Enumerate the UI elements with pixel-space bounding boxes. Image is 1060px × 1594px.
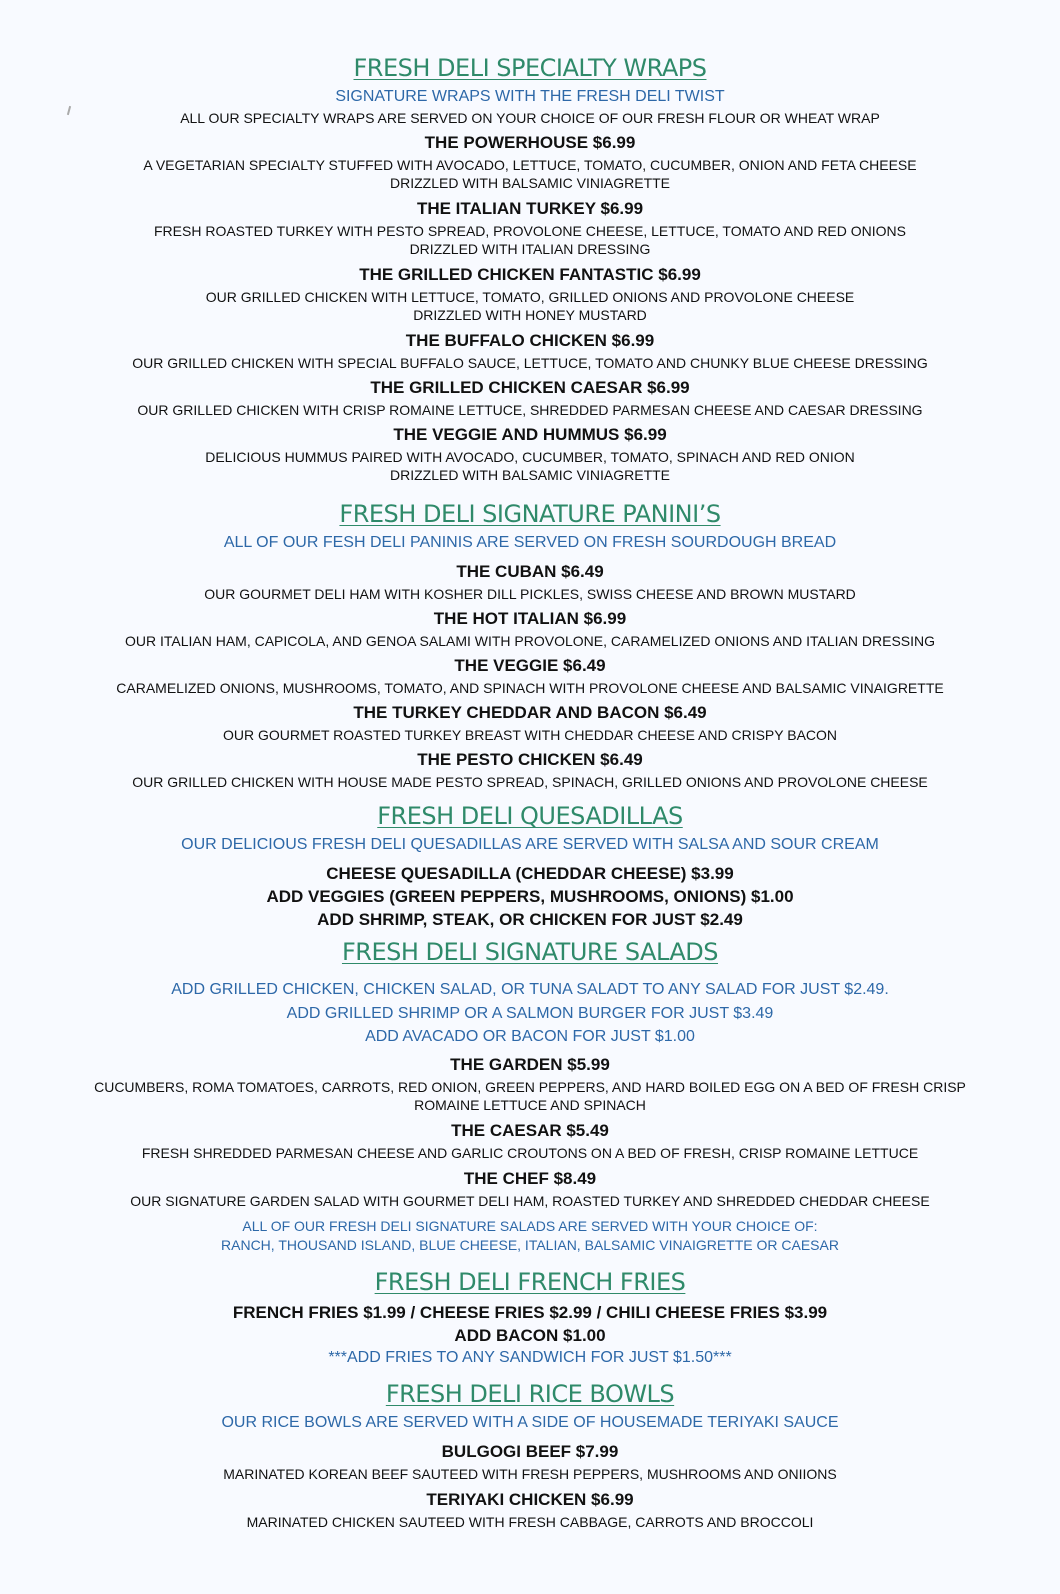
menu-item-name: THE POWERHOUSE $6.99	[424, 133, 636, 152]
menu-item-name: THE GARDEN $5.99	[450, 1055, 610, 1074]
salad-dressing-options: RANCH, THOUSAND ISLAND, BLUE CHEESE, ITALIAN, BALSAMIC VINAIGRETTE OR CAESAR	[221, 1237, 839, 1253]
menu-item-name: THE BUFFALO CHICKEN $6.99	[405, 331, 655, 350]
salad-dressing-note: ALL OF OUR FRESH DELI SIGNATURE SALADS ARE SERVED WITH YOUR CHOICE OF:	[242, 1218, 818, 1234]
menu-item-name: THE CUBAN $6.49	[456, 562, 604, 581]
section-title-salads: FRESH DELI SIGNATURE SALADS	[341, 938, 719, 966]
salad-addon-line: ADD AVACADO OR BACON FOR JUST $1.00	[365, 1028, 695, 1045]
menu-item-desc: ROMAINE LETTUCE AND SPINACH	[414, 1097, 646, 1113]
fries-add-bacon: ADD BACON $1.00	[454, 1326, 606, 1345]
menu-item-name: THE GRILLED CHICKEN CAESAR $6.99	[370, 378, 690, 397]
menu-item-name: THE ITALIAN TURKEY $6.99	[416, 199, 644, 218]
section-subtitle-quesadillas: OUR DELICIOUS FRESH DELI QUESADILLAS ARE SERVED WITH SALSA AND SOUR CREAM	[181, 836, 879, 853]
quesadilla-line: CHEESE QUESADILLA (CHEDDAR CHEESE) $3.99	[326, 864, 734, 883]
menu-item-desc: OUR GOURMET DELI HAM WITH KOSHER DILL PICKLES, SWISS CHEESE AND BROWN MUSTARD	[204, 586, 856, 602]
section-note-wraps: ALL OUR SPECIALTY WRAPS ARE SERVED ON YOUR CHOICE OF OUR FRESH FLOUR OR WHEAT WRAP	[180, 110, 880, 126]
section-subtitle-wraps: SIGNATURE WRAPS WITH THE FRESH DELI TWIST	[335, 88, 725, 105]
menu-item-desc: OUR GOURMET ROASTED TURKEY BREAST WITH CHEDDAR CHEESE AND CRISPY BACON	[222, 727, 838, 743]
menu-item-name: THE CAESAR $5.49	[451, 1121, 609, 1140]
menu-item-name: THE HOT ITALIAN $6.99	[433, 609, 627, 628]
section-title-rice-bowls: FRESH DELI RICE BOWLS	[385, 1380, 675, 1408]
menu-item-name: BULGOGI BEEF $7.99	[441, 1442, 619, 1461]
salad-addon-line: ADD GRILLED SHRIMP OR A SALMON BURGER FOR JUST $3.49	[286, 1005, 774, 1022]
menu-item-name: THE CHEF $8.49	[463, 1169, 597, 1188]
menu-item-desc: OUR GRILLED CHICKEN WITH CRISP ROMAINE LETTUCE, SHREDDED PARMESAN CHEESE AND CAESAR DRESSING	[137, 402, 923, 418]
menu-item-desc: CUCUMBERS, ROMA TOMATOES, CARROTS, RED ONION, GREEN PEPPERS, AND HARD BOILED EGG ON A BED OF FRESH CRISP	[94, 1079, 966, 1095]
menu-item-desc: DRIZZLED WITH HONEY MUSTARD	[413, 307, 647, 323]
section-title-quesadillas: FRESH DELI QUESADILLAS	[377, 802, 683, 830]
menu-item-desc: DRIZZLED WITH ITALIAN DRESSING	[409, 241, 651, 257]
menu-item-desc: OUR GRILLED CHICKEN WITH HOUSE MADE PESTO SPREAD, SPINACH, GRILLED ONIONS AND PROVOLONE CHEESE	[132, 774, 928, 790]
section-title-wraps: FRESH DELI SPECIALTY WRAPS	[353, 54, 707, 82]
menu-item-name: THE PESTO CHICKEN $6.49	[417, 750, 643, 769]
menu-item-desc: FRESH ROASTED TURKEY WITH PESTO SPREAD, PROVOLONE CHEESE, LETTUCE, TOMATO AND RED ONIONS	[154, 223, 906, 239]
menu-item-desc: DRIZZLED WITH BALSAMIC VINIAGRETTE	[389, 175, 671, 191]
menu-item-desc: FRESH SHREDDED PARMESAN CHEESE AND GARLIC CROUTONS ON A BED OF FRESH, CRISP ROMAINE LETTUCE	[141, 1145, 919, 1161]
menu-item-desc: MARINATED KOREAN BEEF SAUTEED WITH FRESH PEPPERS, MUSHROOMS AND ONIIONS	[223, 1466, 837, 1482]
quesadilla-line: ADD VEGGIES (GREEN PEPPERS, MUSHROOMS, ONIONS) $1.00	[266, 887, 794, 906]
menu-item-desc: OUR SIGNATURE GARDEN SALAD WITH GOURMET DELI HAM, ROASTED TURKEY AND SHREDDED CHEDDAR CHEESE	[130, 1193, 930, 1209]
fries-prices: FRENCH FRIES $1.99 / CHEESE FRIES $2.99 / CHILI CHEESE FRIES $3.99	[232, 1303, 828, 1322]
menu-item-desc: OUR ITALIAN HAM, CAPICOLA, AND GENOA SALAMI WITH PROVOLONE, CARAMELIZED ONIONS AND ITALIAN DRESSING	[124, 633, 936, 649]
section-title-fries: FRESH DELI FRENCH FRIES	[374, 1268, 686, 1296]
menu-item-desc: DRIZZLED WITH BALSAMIC VINIAGRETTE	[389, 467, 671, 483]
section-subtitle-paninis: ALL OF OUR FESH DELI PANINIS ARE SERVED ON FRESH SOURDOUGH BREAD	[223, 534, 837, 551]
menu-item-name: THE TURKEY CHEDDAR AND BACON $6.49	[353, 703, 707, 722]
salad-addon-line: ADD GRILLED CHICKEN, CHICKEN SALAD, OR TUNA SALADT TO ANY SALAD FOR JUST $2.49.	[171, 981, 889, 998]
menu-item-desc: MARINATED CHICKEN SAUTEED WITH FRESH CABBAGE, CARROTS AND BROCCOLI	[246, 1514, 814, 1530]
menu-item-name: THE GRILLED CHICKEN FANTASTIC $6.99	[359, 265, 701, 284]
menu-item-name: THE VEGGIE $6.49	[454, 656, 606, 675]
menu-item-desc: OUR GRILLED CHICKEN WITH LETTUCE, TOMATO, GRILLED ONIONS AND PROVOLONE CHEESE	[205, 289, 855, 305]
menu-item-desc: CARAMELIZED ONIONS, MUSHROOMS, TOMATO, AND SPINACH WITH PROVOLONE CHEESE AND BALSAMIC VINAIGRETTE	[116, 680, 944, 696]
menu-item-name: THE VEGGIE AND HUMMUS $6.99	[393, 425, 667, 444]
menu-item-name: TERIYAKI CHICKEN $6.99	[426, 1490, 634, 1509]
section-subtitle-rice-bowls: OUR RICE BOWLS ARE SERVED WITH A SIDE OF HOUSEMADE TERIYAKI SAUCE	[221, 1414, 839, 1431]
menu-item-desc: A VEGETARIAN SPECIALTY STUFFED WITH AVOCADO, LETTUCE, TOMATO, CUCUMBER, ONION AND FETA CHEESE	[143, 157, 917, 173]
quesadilla-line: ADD SHRIMP, STEAK, OR CHICKEN FOR JUST $2.49	[317, 910, 743, 929]
section-title-paninis: FRESH DELI SIGNATURE PANINI’S	[339, 500, 721, 528]
menu-item-desc: DELICIOUS HUMMUS PAIRED WITH AVOCADO, CUCUMBER, TOMATO, SPINACH AND RED ONION	[205, 449, 855, 465]
fries-add-to-sandwich: ***ADD FRIES TO ANY SANDWICH FOR JUST $1.50***	[328, 1349, 732, 1366]
menu-item-desc: OUR GRILLED CHICKEN WITH SPECIAL BUFFALO SAUCE, LETTUCE, TOMATO AND CHUNKY BLUE CHEESE DRESSING	[132, 355, 928, 371]
